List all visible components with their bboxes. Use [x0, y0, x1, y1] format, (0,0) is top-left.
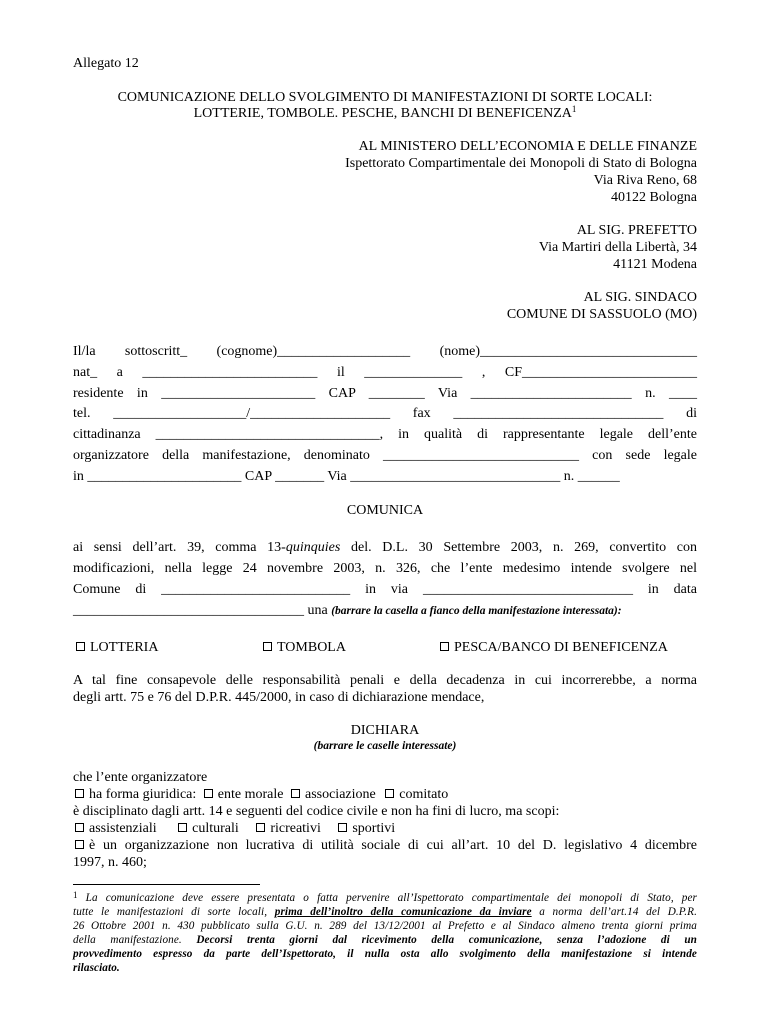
allegato-label: Allegato 12 [73, 56, 139, 71]
comunica-line-1: ai sensi dell’art. 39, comma 13-quinquies del. D.L. 30 Settembre 2003, n. 269, convertito con [73, 540, 697, 555]
ente-scopi-row: assistenziali culturali ricreativi sportivi [75, 821, 395, 837]
footnote-line-6: rilasciato. [73, 962, 120, 974]
checkbox-associazione[interactable] [291, 789, 300, 798]
footnote-line-1: $^1$ La comunicazione deve essere presentata o fatta pervenire all’Ispettorato compartimentale dei monopoli di Stato, per [73, 890, 697, 904]
option-tombola[interactable]: TOMBOLA [263, 640, 346, 656]
recipient-prefetto-street: Via Martiri della Libertà, 34 [538, 240, 697, 255]
title-line-2: LOTTERIE, TOMBOLE. PESCHE, BANCHI DI BENEFICENZA$^1$ [193, 104, 577, 121]
option-pesca[interactable]: PESCA/BANCO DI BENEFICENZA [440, 640, 668, 656]
recipient-ministero-city: 40122 Bologna [611, 190, 697, 205]
checkbox-lotteria[interactable] [76, 642, 85, 651]
dichiara-heading: DICHIARA [350, 723, 420, 738]
fine-line-1: A tal fine consapevole delle responsabilità penali e della decadenza in cui incorrerebbe, a norma [73, 673, 697, 688]
comunica-heading: COMUNICA [346, 503, 424, 518]
form-line-3: residente in ______________________ CAP ________ Via _______________________ n. ____ [73, 386, 697, 401]
option-lotteria[interactable]: LOTTERIA [76, 640, 158, 656]
recipient-prefetto-city: 41121 Modena [613, 257, 697, 272]
form-line-2: nat_ a _________________________ il ______________ , CF_________________________ [73, 365, 697, 380]
recipient-prefetto-name: AL SIG. PREFETTO [576, 223, 697, 238]
comunica-line-2: modificazioni, nella legge 24 novembre 2003, n. 326, che l’ente medesimo intende svolgere nel [73, 561, 697, 576]
checkbox-onlus[interactable] [75, 840, 84, 849]
checkbox-assistenziali[interactable] [75, 823, 84, 832]
ente-onlus-line-1: è un organizzazione non lucrativa di utilità sociale di cui all’art. 10 del D. legislativo 4 dicembre [75, 838, 697, 854]
form-line-5: cittadinanza ________________________________, in qualità di rappresentante legale dell’ente [73, 427, 697, 442]
form-line-7: in ______________________ CAP _______ Via ______________________________ n. ______ [73, 469, 620, 484]
footnote-line-5: provvedimento espresso da parte dell’Ispettorato, il nulla osta allo svolgimento della manifestazione si intende [73, 948, 697, 960]
comunica-line-3: Comune di ___________________________ in via ______________________________ in data [73, 582, 697, 597]
checkbox-ricreativi[interactable] [256, 823, 265, 832]
recipient-sindaco-name: AL SIG. SINDACO [583, 290, 697, 305]
footnote-line-2: tutte le manifestazioni di sorte locali, prima dell’inoltro della comunicazione da inviare a norma dell’art.14 del D.P.R. [73, 906, 698, 918]
form-line-4: tel. ___________________/____________________ fax ______________________________ di [73, 406, 697, 421]
checkbox-sportivi[interactable] [338, 823, 347, 832]
comunica-line-4: _________________________________ una (barrare la casella a fianco della manifestazione interessata): [73, 603, 622, 618]
checkbox-forma-giuridica[interactable] [75, 789, 84, 798]
ente-intro: che l’ente organizzatore [73, 770, 208, 785]
footnote-line-3: 26 Ottobre 2001 n. 430 pubblicato sulla G.U. n. 289 del 13/12/2001 al Prefetto e al Sindaco almeno trenta giorni prima [73, 920, 697, 932]
footnote-separator [73, 884, 260, 885]
footnote-line-4: della manifestazione. Decorsi trenta giorni dal ricevimento della comunicazione, senza l’adozione di un [73, 934, 697, 946]
footnote-ref: 1 [571, 104, 577, 114]
checkbox-comitato[interactable] [385, 789, 394, 798]
ente-onlus-line-2: 1997, n. 460; [73, 855, 147, 870]
recipient-sindaco-city: COMUNE DI SASSUOLO (MO) [506, 307, 697, 322]
recipient-ministero-street: Via Riva Reno, 68 [593, 173, 697, 188]
recipient-ministero-office: Ispettorato Compartimentale dei Monopoli di Stato di Bologna [345, 156, 697, 171]
title-line-1: COMUNICAZIONE DELLO SVOLGIMENTO DI MANIFESTAZIONI DI SORTE LOCALI: [117, 90, 653, 105]
checkbox-culturali[interactable] [178, 823, 187, 832]
fine-line-2: degli artt. 75 e 76 del D.P.R. 445/2000, in caso di dichiarazione mendace, [73, 690, 485, 705]
ente-disciplinato: è disciplinato dagli artt. 14 e seguenti del codice civile e non ha fini di lucro, ma scopi: [73, 804, 560, 819]
dichiara-note: (barrare le caselle interessate) [313, 740, 457, 752]
form-line-1: Il/la sottoscritt_ (cognome)___________________ (nome)_______________________________ [73, 344, 697, 359]
checkbox-ente-morale[interactable] [204, 789, 213, 798]
checkbox-tombola[interactable] [263, 642, 272, 651]
ente-forma-row: ha forma giuridica: ente morale associazione comitato [75, 787, 448, 803]
form-line-6: organizzatore della manifestazione, denominato ____________________________ con sede legale [73, 448, 697, 463]
checkbox-pesca[interactable] [440, 642, 449, 651]
recipient-ministero-name: AL MINISTERO DELL’ECONOMIA E DELLE FINANZE [358, 139, 697, 154]
